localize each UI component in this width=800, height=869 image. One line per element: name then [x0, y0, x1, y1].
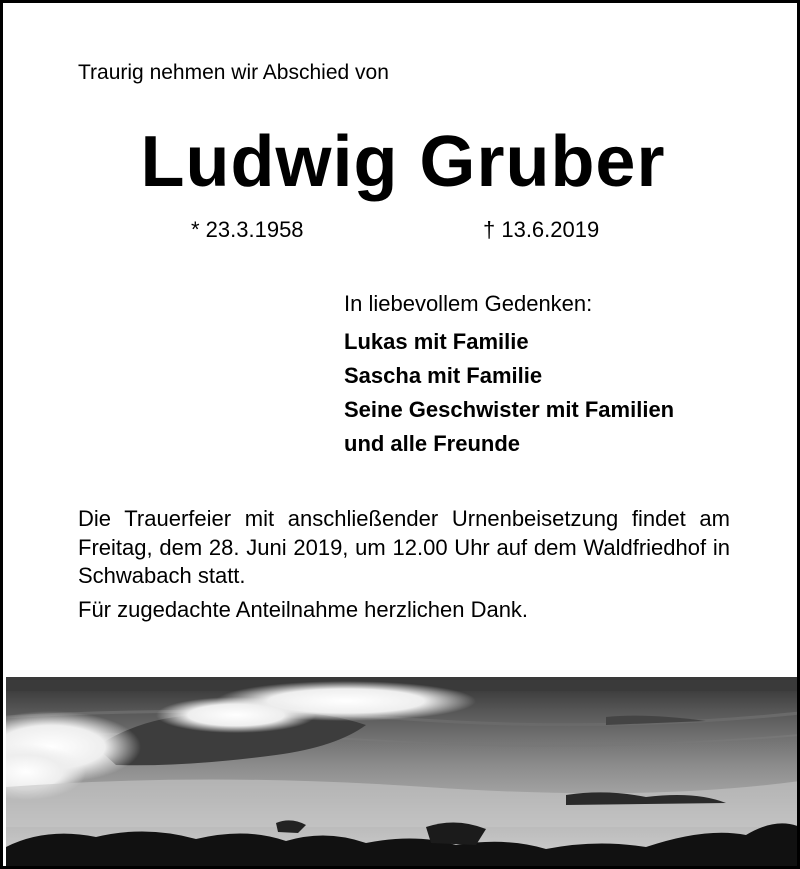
deceased-name: Ludwig Gruber	[140, 122, 666, 202]
mourner-line: Seine Geschwister mit Familien	[344, 397, 675, 422]
death-date: † 13.6.2019	[483, 217, 600, 242]
ocean-waves-photo-icon	[6, 677, 800, 869]
mourners-block	[344, 291, 674, 461]
mourner-line: Lukas mit Familie	[344, 329, 529, 354]
mourner-line: Sascha mit Familie	[344, 363, 543, 388]
thanks-text: Für zugedachte Anteilnahme herzlichen Dank.	[78, 597, 529, 622]
birth-date: * 23.3.1958	[191, 217, 304, 242]
intro-text: Traurig nehmen wir Abschied von	[78, 61, 389, 84]
mourner-line: und alle Freunde	[344, 431, 521, 456]
ceremony-details: Die Trauerfeier mit anschließender Urnenbeisetzung findet am Freitag, dem 28. Juni 2019, um 12.00 Uhr auf dem Waldfriedhof in Schwabach statt.	[78, 506, 730, 588]
mourners-lead: In liebevollem Gedenken:	[344, 291, 593, 316]
